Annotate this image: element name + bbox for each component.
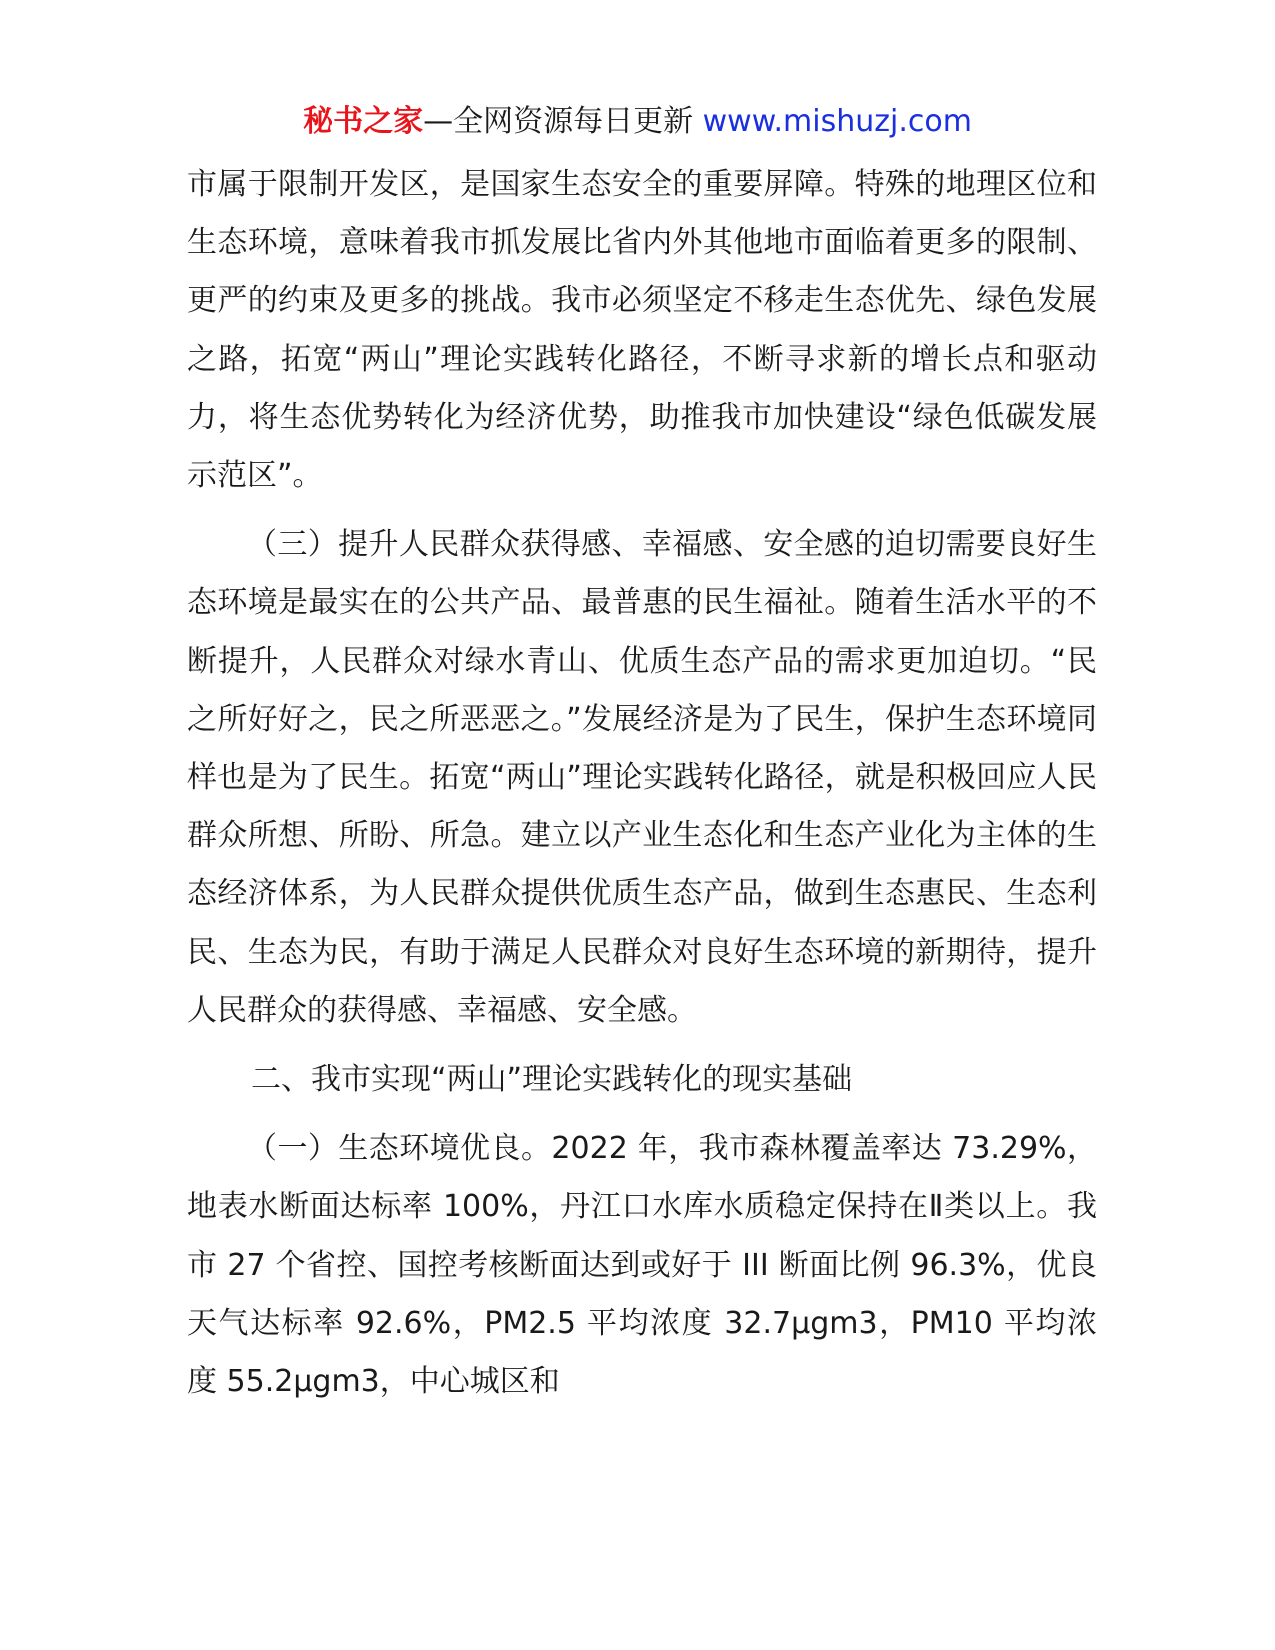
brand-name: 秘书之家 bbox=[303, 104, 424, 139]
document-body bbox=[187, 156, 1097, 1411]
site-header bbox=[0, 100, 1275, 144]
paragraph-section-three: （三）提升人民群众获得感、幸福感、安全感的迫切需要良好生态环境是最实在的公共产品、最普惠的民生福祉。随着生活水平的不断提升，人民群众对绿水青山、优质生态产品的需求更加迫切。“民之所好好之，民之所恶恶之。”发展经济是为了民生，保护生态环境同样也是为了民生。拓宽“两山”理论实践转化路径，就是积极回应人民群众所想、所盼、所急。建立以产业生态化和生态产业化为主体的生态经济体系，为人民群众提供优质生态产品，做到生态惠民、生态利民、生态为民，有助于满足人民群众对良好生态环境的新期待，提升人民群众的获得感、幸福感、安全感。 bbox=[187, 527, 1097, 1028]
paragraph-subsection-one: （一）生态环境优良。2022 年，我市森林覆盖率达 73.29%，地表水断面达标率 100%，丹江口水库水质稳定保持在Ⅱ类以上。我市 27 个省控、国控考核断面达到或好于 III 断面比例 96.3%，优良天气达标率 92.6%，PM2.5 平均浓度 32.7μgm3，PM10 平均浓度 55.2μgm3，中心城区和 bbox=[187, 1131, 1097, 1400]
section-heading: 二、我市实现“两山”理论实践转化的现实基础 bbox=[251, 1062, 853, 1098]
header-tagline: —全网资源每日更新 bbox=[423, 104, 703, 139]
paragraph-continuation: 市属于限制开发区，是国家生态安全的重要屏障。特殊的地理区位和生态环境，意味着我市抓发展比省内外其他地市面临着更多的限制、更严的约束及更多的挑战。我市必须坚定不移走生态优先、绿色发展之路，拓宽“两山”理论实践转化路径，不断寻求新的增长点和驱动力，将生态优势转化为经济优势，助推我市加快建设“绿色低碳发展示范区”。 bbox=[187, 167, 1097, 494]
site-url-link[interactable]: www.mishuzj.com bbox=[702, 104, 972, 139]
